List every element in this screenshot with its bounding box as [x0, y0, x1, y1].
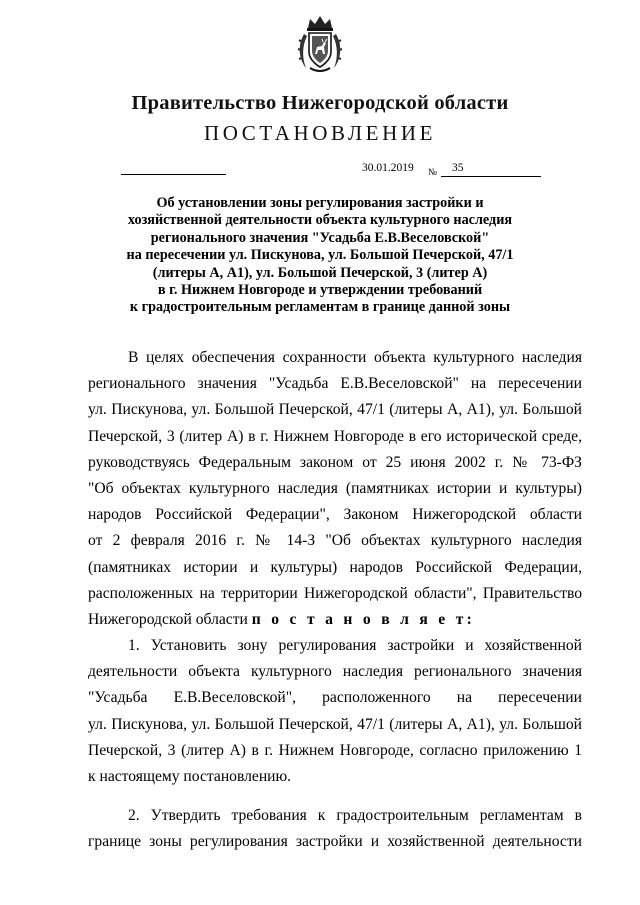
document-body — [88, 345, 582, 856]
body-line: Печерской, 3 (литер А) в г. Нижнем Новгороде, согласно приложению 1 — [88, 741, 582, 759]
government-name: Правительство Нижегородской области — [131, 92, 509, 114]
body-line: границе зоны регулирования застройки и хозяйственной деятельности — [88, 833, 582, 851]
document-heading — [60, 195, 580, 317]
body-line: (памятниках истории и культуры) народов Российской Федерации, — [88, 558, 582, 576]
body-line: "Усадьба Е.В.Веселовской", расположенного на пересечении — [88, 689, 582, 707]
signature-line — [121, 174, 226, 175]
heading-line: (литеры А, А1), ул. Большой Печерской, 3 (литер А) — [152, 264, 488, 281]
heading-line: регионального значения "Усадьба Е.В.Веселовской" — [150, 229, 490, 246]
body-line: Печерской, 3 (литер А) в г. Нижнем Новгороде в его исторической среде, — [88, 427, 582, 445]
body-line: 1. Установить зону регулирования застройки и хозяйственной — [128, 637, 582, 655]
body-line: "Об объектах культурного наследия (памятниках истории и культуры) — [88, 479, 582, 497]
item-2-paragraph — [88, 803, 582, 855]
number-underline — [441, 176, 541, 177]
document-number: 35 — [452, 162, 464, 174]
resolves-text: п о с т а н о в л я е т: — [251, 610, 476, 628]
heading-line: к градостроительным регламентам в границе данной зоны — [129, 299, 511, 316]
body-line: руководствуясь Федеральным законом от 25 июня 2002 г. № 73-ФЗ — [88, 453, 582, 471]
document-date: 30.01.2019 — [362, 162, 414, 174]
coat-of-arms-icon — [296, 14, 344, 74]
preamble-last-text: Нижегородской области — [88, 610, 248, 628]
body-line: регионального значения "Усадьба Е.В.Веселовской" на пересечении — [88, 375, 582, 393]
body-line: расположенных на территории Нижегородской области", Правительство — [88, 584, 582, 602]
heading-line: Об установлении зоны регулирования застройки и — [156, 195, 484, 211]
body-line: деятельности объекта культурного наследия регионального значения — [88, 663, 582, 681]
preamble-paragraph — [88, 345, 582, 633]
number-sign: № — [428, 168, 438, 178]
heading-line: в г. Нижнем Новгороде и утверждении требований — [157, 282, 483, 299]
body-line — [88, 607, 582, 633]
heading-line: хозяйственной деятельности объекта культурного наследия — [127, 212, 513, 229]
body-line: народов Российской Федерации", Законом Нижегородской области — [88, 506, 582, 524]
document-type: ПОСТАНОВЛЕНИЕ — [203, 121, 437, 145]
body-line: к настоящему постановлению. — [88, 768, 292, 785]
body-line: ул. Пискунова, ул. Большой Печерской, 47/1 (литеры А, А1), ул. Большой — [88, 715, 582, 733]
body-line: от 2 февраля 2016 г. № 14-З "Об объектах культурного наследия — [88, 532, 582, 550]
body-line: В целях обеспечения сохранности объекта культурного наследия — [128, 349, 582, 366]
paragraph-gap — [88, 790, 582, 803]
body-line: ул. Пискунова, ул. Большой Печерской, 47/1 (литеры А, А1), ул. Большой — [88, 401, 582, 419]
body-line: 2. Утвердить требования к градостроительным регламентам в — [128, 807, 582, 825]
heading-line: на пересечении ул. Пискунова, ул. Большой Печерской, 47/1 — [126, 247, 514, 264]
item-1-paragraph — [88, 633, 582, 790]
